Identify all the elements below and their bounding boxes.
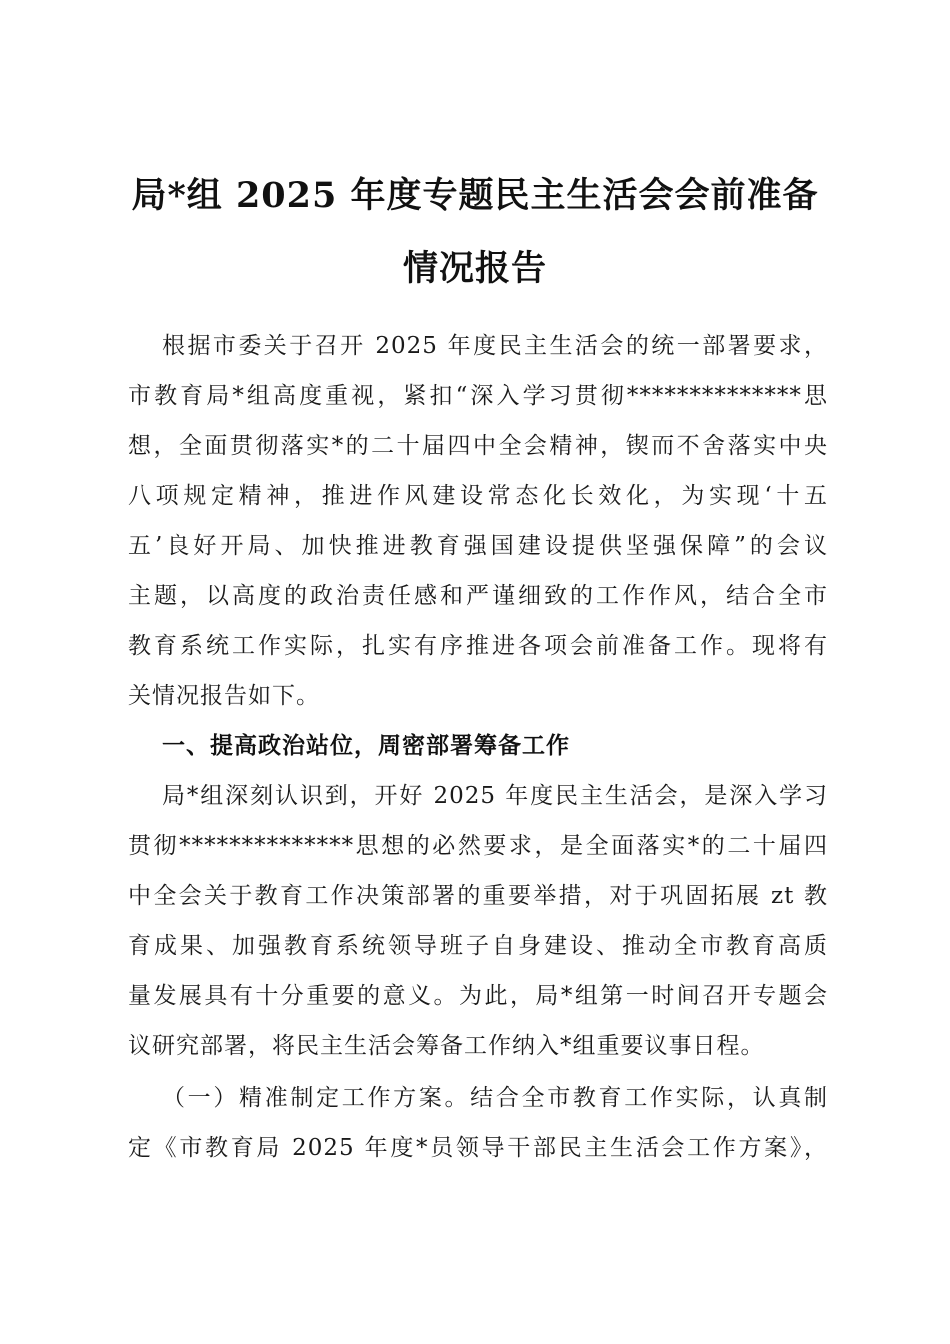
- document-title-line-1: 局*组 2025 年度专题民主生活会会前准备: [131, 175, 819, 216]
- paragraph-1-line-2: 市教育局*组高度重视，紧扣“深入学习贯彻**************思: [128, 383, 828, 409]
- paragraph-1-line-4: 八项规定精神，推进作风建设常态化长效化，为实现‘十五: [128, 483, 828, 509]
- paragraph-1-line-6: 主题，以高度的政治责任感和严谨细致的工作作风，结合全市: [128, 583, 828, 609]
- section-1-heading: 一、提高政治站位，周密部署筹备工作: [162, 733, 570, 759]
- paragraph-1-line-1: 根据市委关于召开 2025 年度民主生活会的统一部署要求，: [162, 333, 828, 359]
- paragraph-1-line-3: 想，全面贯彻落实*的二十届四中全会精神，锲而不舍落实中央: [128, 433, 828, 459]
- paragraph-1-line-8: 关情况报告如下。: [128, 683, 320, 709]
- paragraph-2-line-4: 育成果、加强教育系统领导班子自身建设、推动全市教育高质: [128, 933, 828, 959]
- paragraph-3-line-2: 定《市教育局 2025 年度*员领导干部民主生活会工作方案》，: [128, 1135, 828, 1161]
- paragraph-2-line-5: 量发展具有十分重要的意义。为此，局*组第一时间召开专题会: [128, 983, 828, 1009]
- paragraph-2-line-3: 中全会关于教育工作决策部署的重要举措，对于巩固拓展 zt 教: [128, 883, 828, 909]
- paragraph-2-line-1: 局*组深刻认识到，开好 2025 年度民主生活会，是深入学习: [162, 783, 828, 809]
- paragraph-3-line-1: （一）精准制定工作方案。结合全市教育工作实际，认真制: [162, 1085, 828, 1111]
- paragraph-1-line-5: 五’良好开局、加快推进教育强国建设提供坚强保障”的会议: [128, 533, 828, 559]
- document-title-line-2: 情况报告: [402, 248, 547, 289]
- paragraph-2-line-2: 贯彻**************思想的必然要求，是全面落实*的二十届四: [128, 833, 828, 859]
- paragraph-1-line-7: 教育系统工作实际，扎实有序推进各项会前准备工作。现将有: [128, 633, 828, 659]
- paragraph-2-line-6: 议研究部署，将民主生活会筹备工作纳入*组重要议事日程。: [128, 1033, 765, 1059]
